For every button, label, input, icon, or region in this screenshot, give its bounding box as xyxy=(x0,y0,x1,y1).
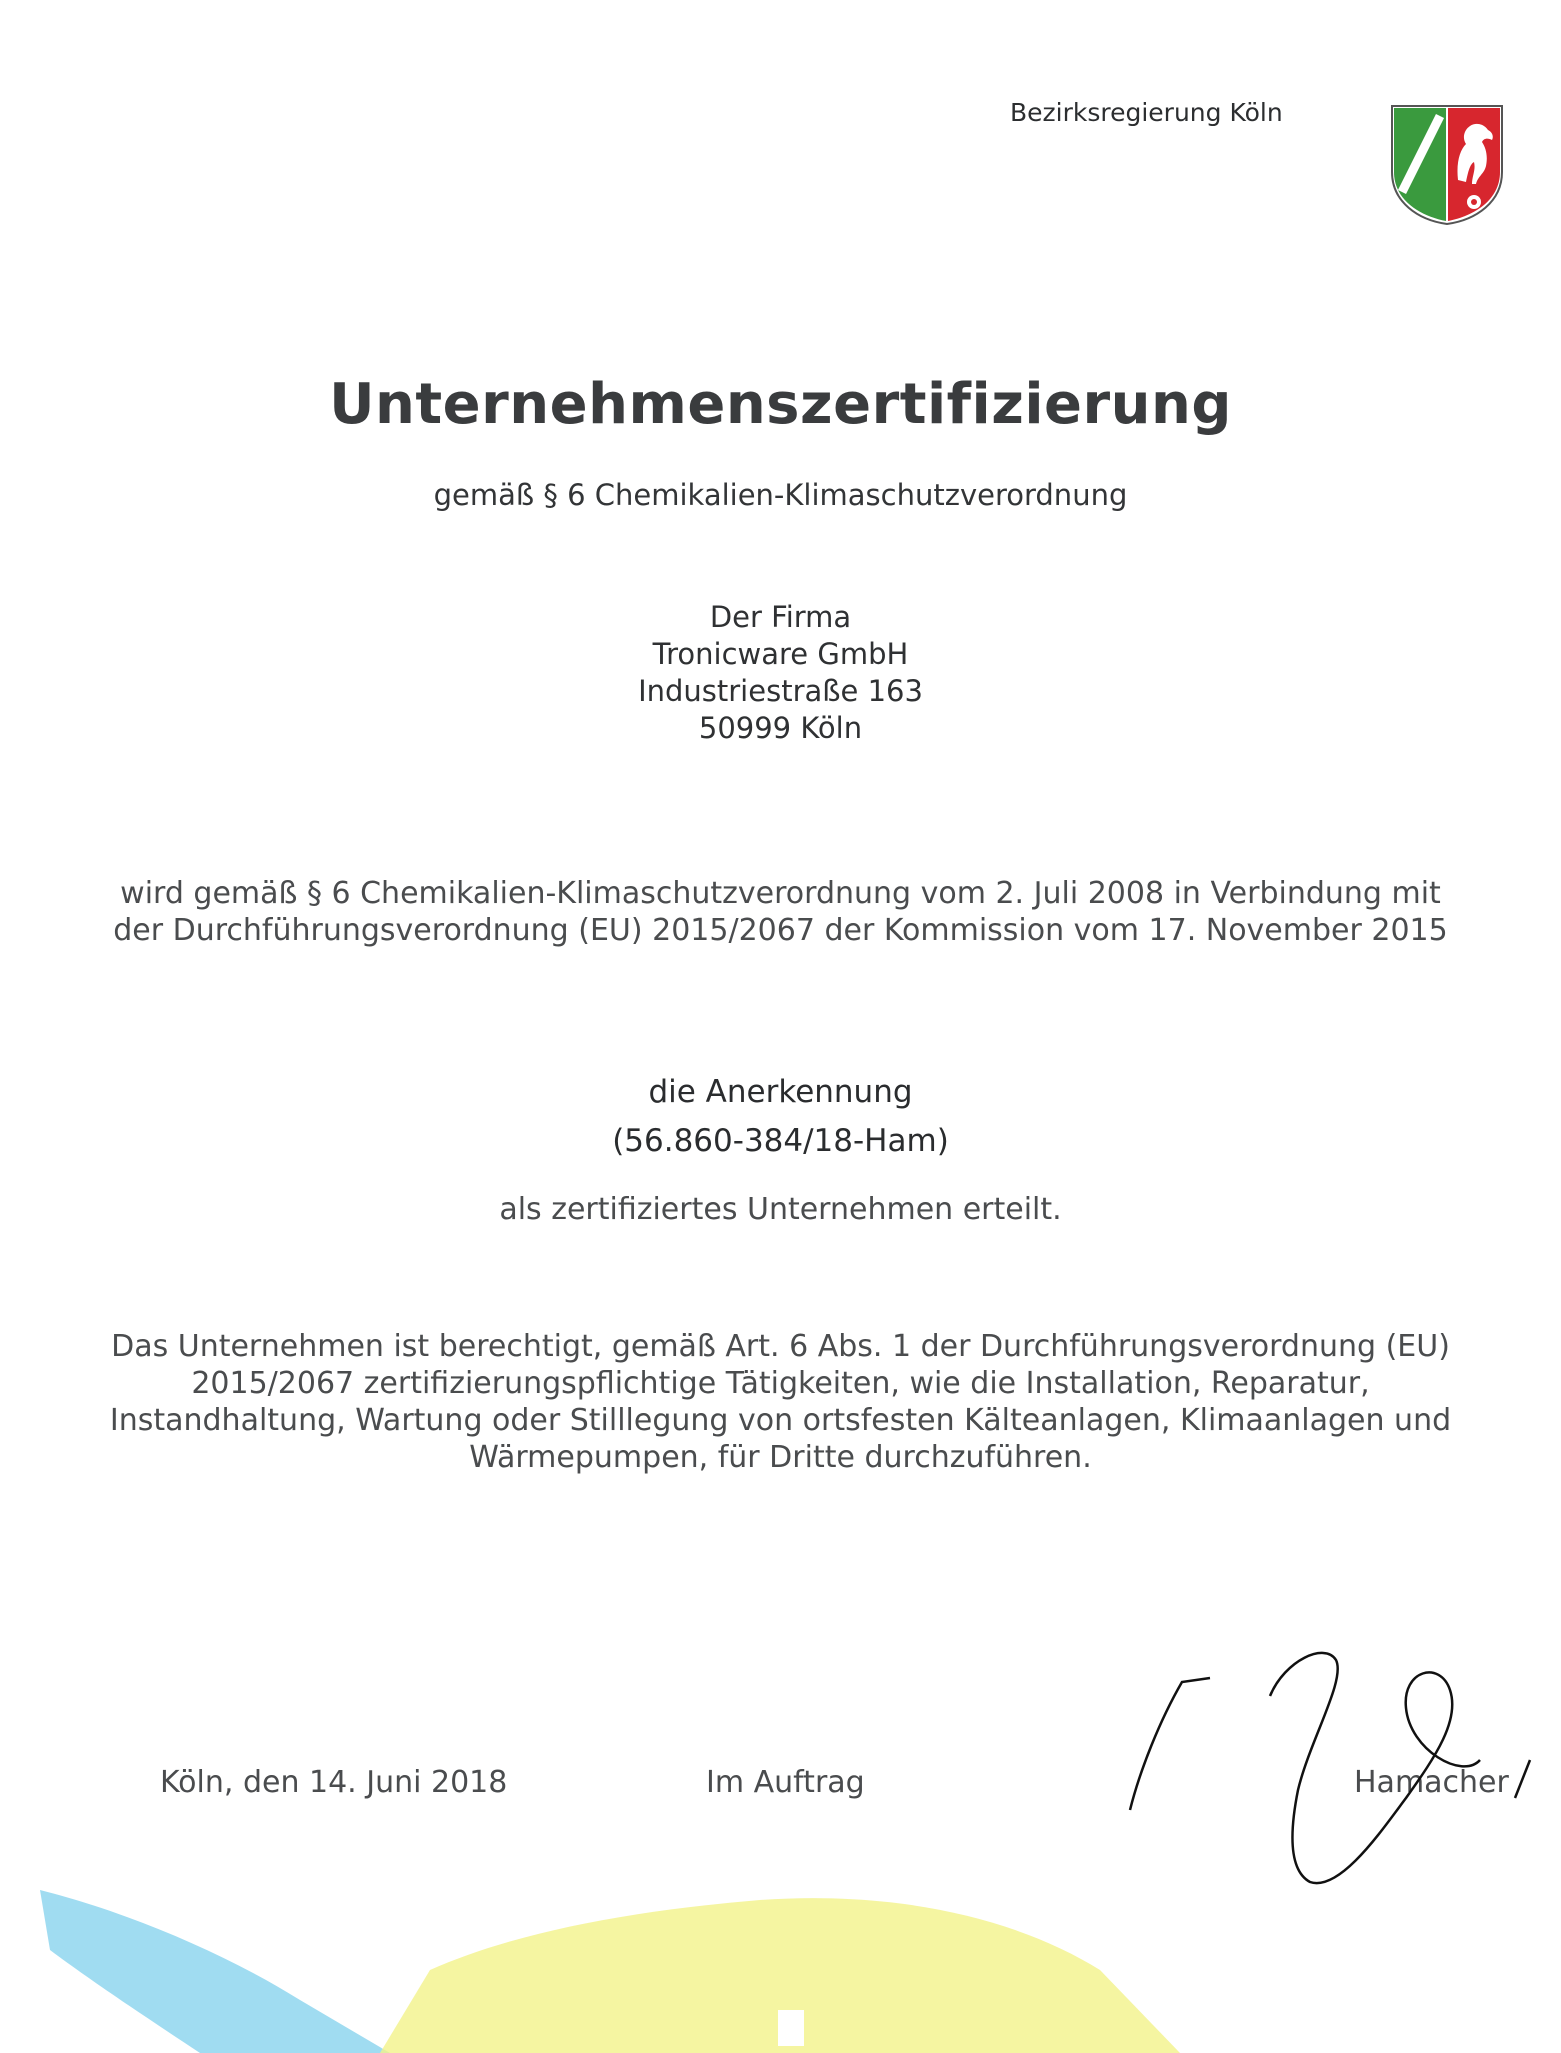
signer-name: Hamacher xyxy=(1354,1765,1509,1800)
place-and-date: Köln, den 14. Juni 2018 xyxy=(160,1765,508,1800)
legal-basis-line-2: der Durchführungsverordnung (EU) 2015/2067 der Kommission vom 17. November 2015 xyxy=(113,913,1448,948)
recognition-statement: als zertifiziertes Unternehmen erteilt. xyxy=(499,1192,1062,1227)
nrw-coat-of-arms-icon xyxy=(1388,102,1506,226)
scope-line-4: Wärmepumpen, für Dritte durchzuführen. xyxy=(469,1440,1092,1475)
company-street: Industriestraße 163 xyxy=(638,674,923,708)
company-city: 50999 Köln xyxy=(698,711,863,745)
company-intro: Der Firma xyxy=(709,600,852,634)
scope-line-2: 2015/2067 zertifizierungspflichtige Tätigkeiten, wie die Installation, Reparatur, xyxy=(191,1366,1370,1401)
on-behalf-label: Im Auftrag xyxy=(706,1765,865,1800)
company-name: Tronicware GmbH xyxy=(652,637,909,671)
decorative-color-stripe xyxy=(0,1860,1561,2053)
scope-line-3: Instandhaltung, Wartung oder Stilllegung von ortsfesten Kälteanlagen, Klimaanlagen und xyxy=(109,1403,1452,1438)
scope-line-1: Das Unternehmen ist berechtigt, gemäß Art. 6 Abs. 1 der Durchführungsverordnung (EU) xyxy=(111,1329,1450,1364)
handwritten-signature xyxy=(1110,1630,1550,1890)
certificate-subtitle: gemäß § 6 Chemikalien-Klimaschutzverordnung xyxy=(433,478,1128,512)
recognition-reference: (56.860-384/18-Ham) xyxy=(612,1123,949,1159)
issuing-authority: Bezirksregierung Köln xyxy=(1010,98,1283,127)
legal-basis-line-1: wird gemäß § 6 Chemikalien-Klimaschutzverordnung vom 2. Juli 2008 in Verbindung mit xyxy=(120,876,1441,911)
certificate-title: Unternehmenszertifizierung xyxy=(329,372,1232,437)
recognition-heading: die Anerkennung xyxy=(648,1074,913,1110)
